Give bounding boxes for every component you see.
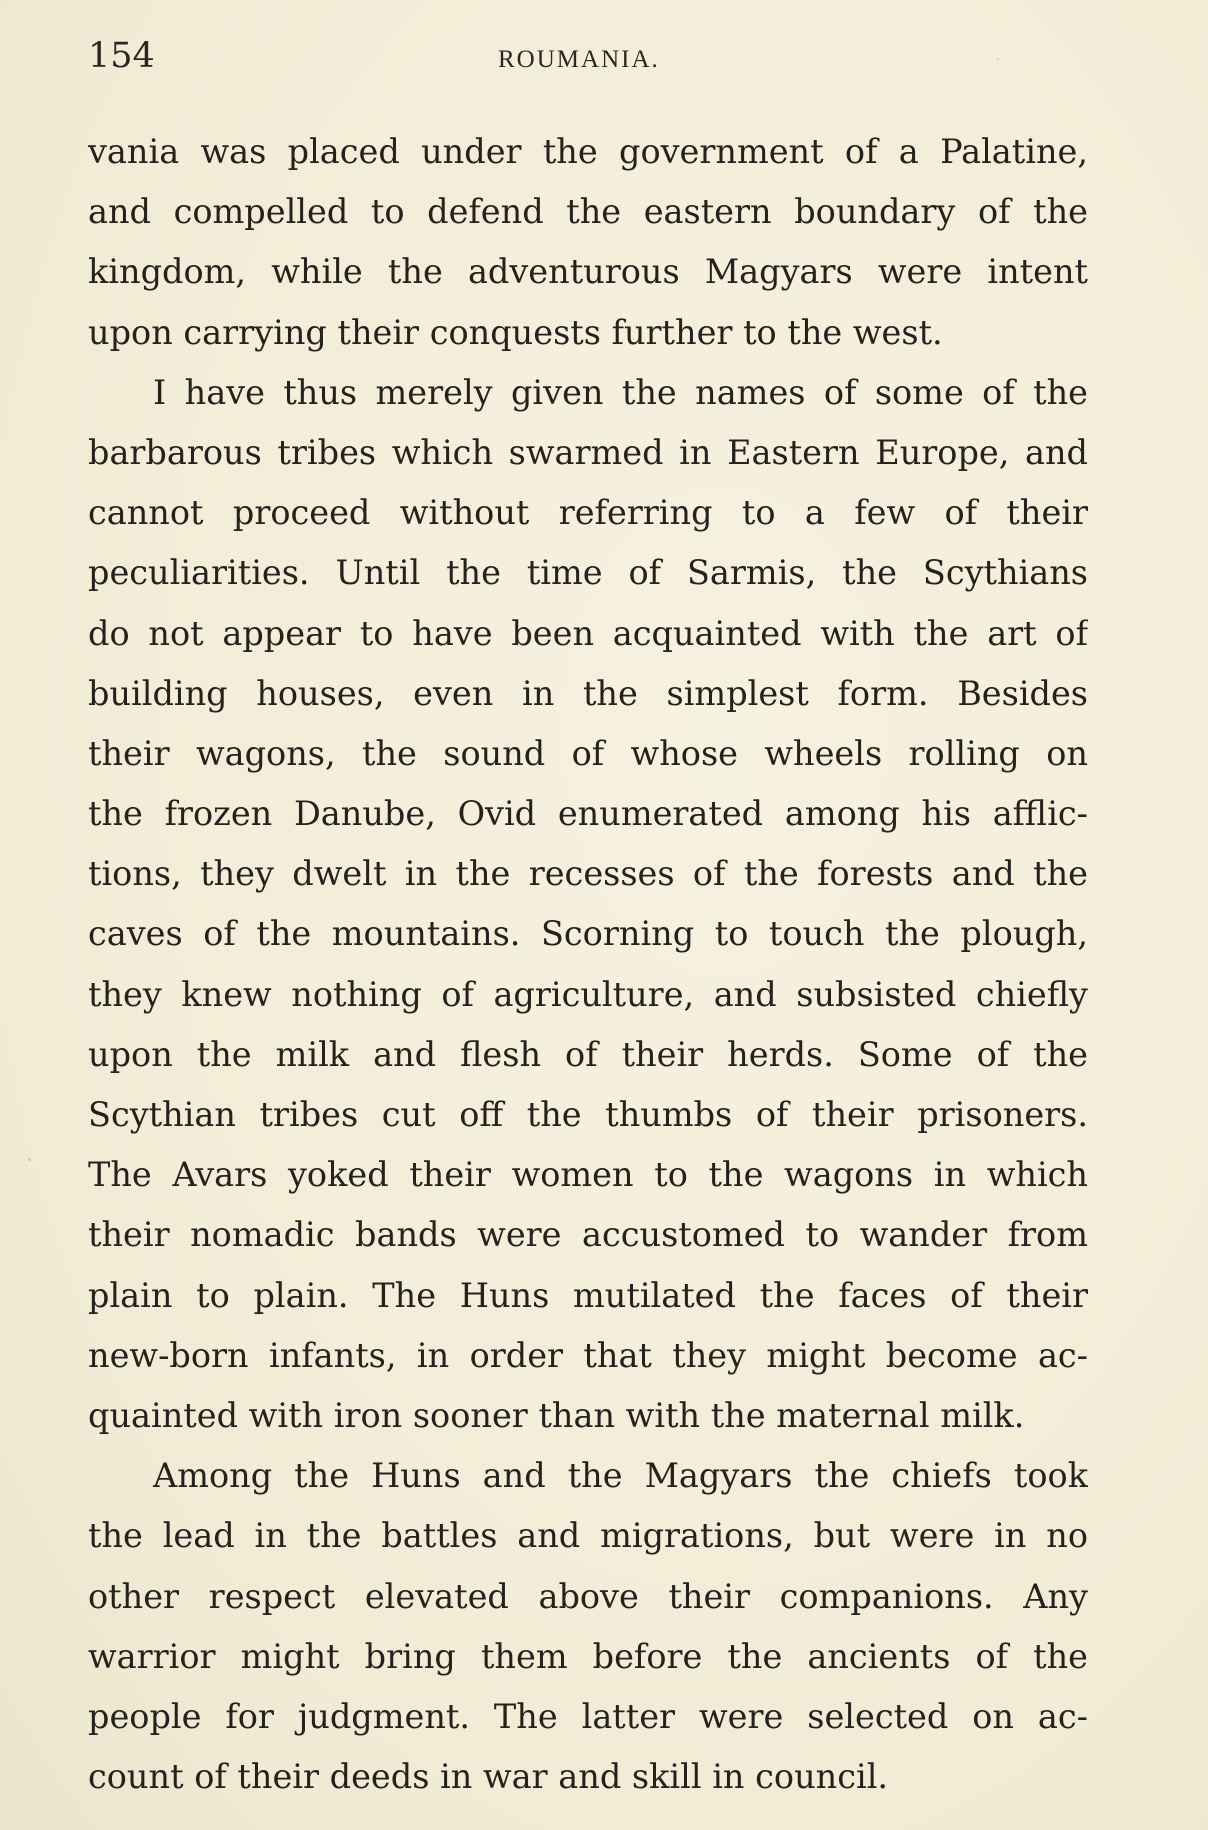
- text-line: their wagons, the sound of whose wheels rolling on: [88, 733, 1088, 773]
- text-line: barbarous tribes which swarmed in Eastern Europe, and: [88, 432, 1088, 472]
- text-line: building houses, even in the simplest form. Besides: [88, 673, 1088, 713]
- text-line: warrior might bring them before the ancients of the: [88, 1636, 1088, 1676]
- text-line: The Avars yoked their women to the wagons in which: [88, 1155, 1088, 1195]
- text-line: Scythian tribes cut off the thumbs of their prisoners.: [88, 1095, 1088, 1134]
- text-line: kingdom, while the adventurous Magyars were intent: [88, 252, 1088, 292]
- text-line: upon carrying their conquests further to the west.: [88, 312, 943, 352]
- text-line: the lead in the battles and migrations, but were in no: [88, 1516, 1088, 1556]
- text-line: their nomadic bands were accustomed to wander from: [88, 1215, 1088, 1255]
- text-line: the frozen Danube, Ovid enumerated among his afflic-: [88, 794, 1088, 834]
- text-line: vania was placed under the government of a Palatine,: [88, 132, 1088, 171]
- text-line: other respect elevated above their companions. Any: [88, 1576, 1088, 1616]
- text-line: caves of the mountains. Scorning to touch the plough,: [88, 914, 1088, 954]
- page-number: 154: [88, 36, 155, 76]
- paper-speck: [997, 58, 999, 60]
- paper-speck: [28, 1158, 31, 1161]
- text-line: they knew nothing of agriculture, and subsisted chiefly: [88, 974, 1088, 1014]
- paragraph-first-line: I have thus merely given the names of some of the: [153, 372, 1088, 412]
- text-line: tions, they dwelt in the recesses of the forests and the: [88, 854, 1088, 894]
- page-header: [88, 36, 1088, 86]
- text-line: peculiarities. Until the time of Sarmis, the Scythians: [88, 553, 1088, 593]
- text-line: quainted with iron sooner than with the maternal milk.: [88, 1395, 1025, 1435]
- text-line: do not appear to have been acquainted with the art of: [88, 613, 1088, 653]
- text-line: count of their deeds in war and skill in council.: [88, 1757, 889, 1797]
- paragraph-first-line: Among the Huns and the Magyars the chiefs took: [153, 1456, 1088, 1496]
- text-line: plain to plain. The Huns mutilated the faces of their: [88, 1275, 1088, 1315]
- running-title: ROUMANIA.: [498, 46, 660, 73]
- text-line: new-born infants, in order that they might become ac-: [88, 1335, 1088, 1375]
- body-text: [88, 122, 1088, 1807]
- text-line: cannot proceed without referring to a few of their: [88, 493, 1088, 533]
- text-line: people for judgment. The latter were selected on ac-: [88, 1696, 1088, 1736]
- text-line: upon the milk and flesh of their herds. Some of the: [88, 1034, 1088, 1074]
- text-line: and compelled to defend the eastern boundary of the: [88, 192, 1088, 232]
